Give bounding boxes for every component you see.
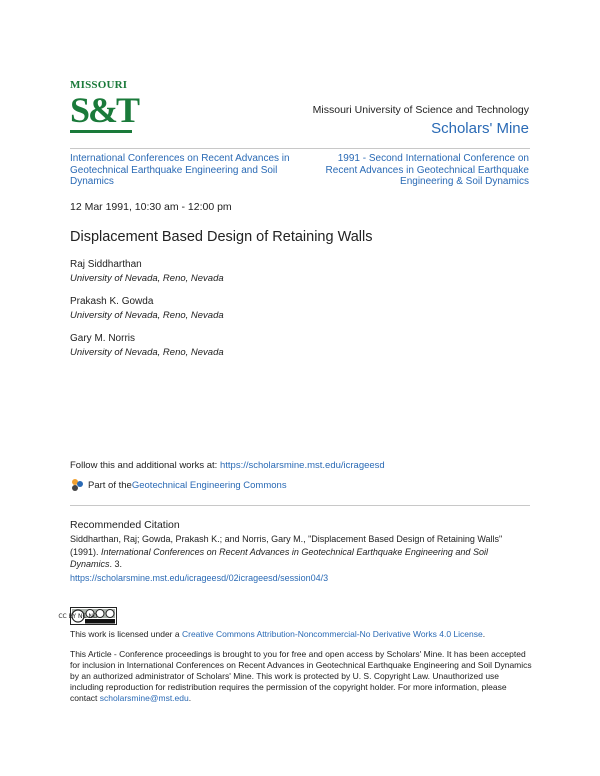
citation-divider bbox=[70, 505, 530, 506]
citation-end: . 3. bbox=[109, 559, 123, 569]
part-of-text: Part of the bbox=[88, 479, 132, 491]
citation-main: Siddharthan, Raj; Gowda, Prakash K.; and Norris, Gary M., "Displacement Based Design of Retaining Walls" (1991). bbox=[70, 534, 503, 557]
license-link[interactable]: Creative Commons Attribution-Noncommercial-No Derivative Works 4.0 License bbox=[181, 629, 483, 639]
follow-link[interactable]: https://scholarsmine.mst.edu/icrageesd bbox=[219, 460, 385, 471]
header-divider bbox=[70, 148, 530, 149]
paper-title: Displacement Based Design of Retaining Walls bbox=[70, 229, 373, 245]
license-line bbox=[70, 629, 485, 639]
author-name: Raj Siddharthan bbox=[70, 259, 142, 270]
commons-link[interactable]: Geotechnical Engineering Commons bbox=[131, 479, 287, 491]
institution-name: Missouri University of Science and Technology bbox=[312, 104, 529, 116]
contact-email-link[interactable]: scholarsmine@mst.edu bbox=[99, 693, 189, 703]
part-of-line bbox=[70, 478, 287, 492]
author-affiliation: University of Nevada, Reno, Nevada bbox=[70, 310, 224, 321]
collection-link[interactable]: International Conferences on Recent Advances in Geotechnical Earthquake Engineering and Soil Dynamics bbox=[70, 153, 290, 187]
author-affiliation: University of Nevada, Reno, Nevada bbox=[70, 347, 224, 358]
author-name: Prakash K. Gowda bbox=[70, 296, 154, 307]
event-date: 12 Mar 1991, 10:30 am - 12:00 pm bbox=[70, 201, 232, 213]
citation-url[interactable]: https://scholarsmine.mst.edu/icrageesd/02icrageesd/session04/3 bbox=[70, 573, 329, 583]
network-icon bbox=[70, 478, 84, 492]
logo-wordmark: MISSOURI bbox=[70, 79, 128, 91]
about-text bbox=[70, 649, 532, 704]
about-end: . bbox=[188, 693, 192, 703]
citation-heading: Recommended Citation bbox=[70, 519, 180, 531]
about-body: This Article - Conference proceedings is brought to you for free and open access by Scholars' Mine. It has been accepted for inclusion in International Conferences on Recent Advances in Geotechnical Earthquake Engineering and Soil Dynamics by an authorized administrator of Scholars' Mine. This work is protected by U. S. Copyright Law. Unauthorized use including reproduction for redistribution requires the permission of the copyright holder. For more information, please contact bbox=[70, 649, 532, 703]
logo-mark: S&T bbox=[70, 90, 139, 130]
follow-text: Follow this and additional works at: bbox=[70, 460, 220, 471]
event-link[interactable]: 1991 - Second International Conference on Recent Advances in Geotechnical Earthquake Engineering & Soil Dynamics bbox=[325, 153, 529, 187]
author-affiliation: University of Nevada, Reno, Nevada bbox=[70, 273, 224, 284]
follow-line bbox=[70, 460, 385, 471]
citation-journal: International Conferences on Recent Advances in Geotechnical Earthquake Engineering and Soil Dynamics bbox=[70, 546, 488, 569]
license-text: This work is licensed under a bbox=[70, 629, 182, 639]
license-end: . bbox=[482, 629, 486, 639]
cc-license-badge[interactable] bbox=[58, 607, 117, 625]
repository-link[interactable]: Scholars' Mine bbox=[431, 120, 529, 137]
logo-underline bbox=[70, 130, 132, 133]
university-logo[interactable] bbox=[70, 80, 140, 140]
cc-badge-label: CC BY NC ND bbox=[58, 613, 98, 620]
author-name: Gary M. Norris bbox=[70, 333, 135, 344]
citation-text bbox=[70, 533, 532, 571]
